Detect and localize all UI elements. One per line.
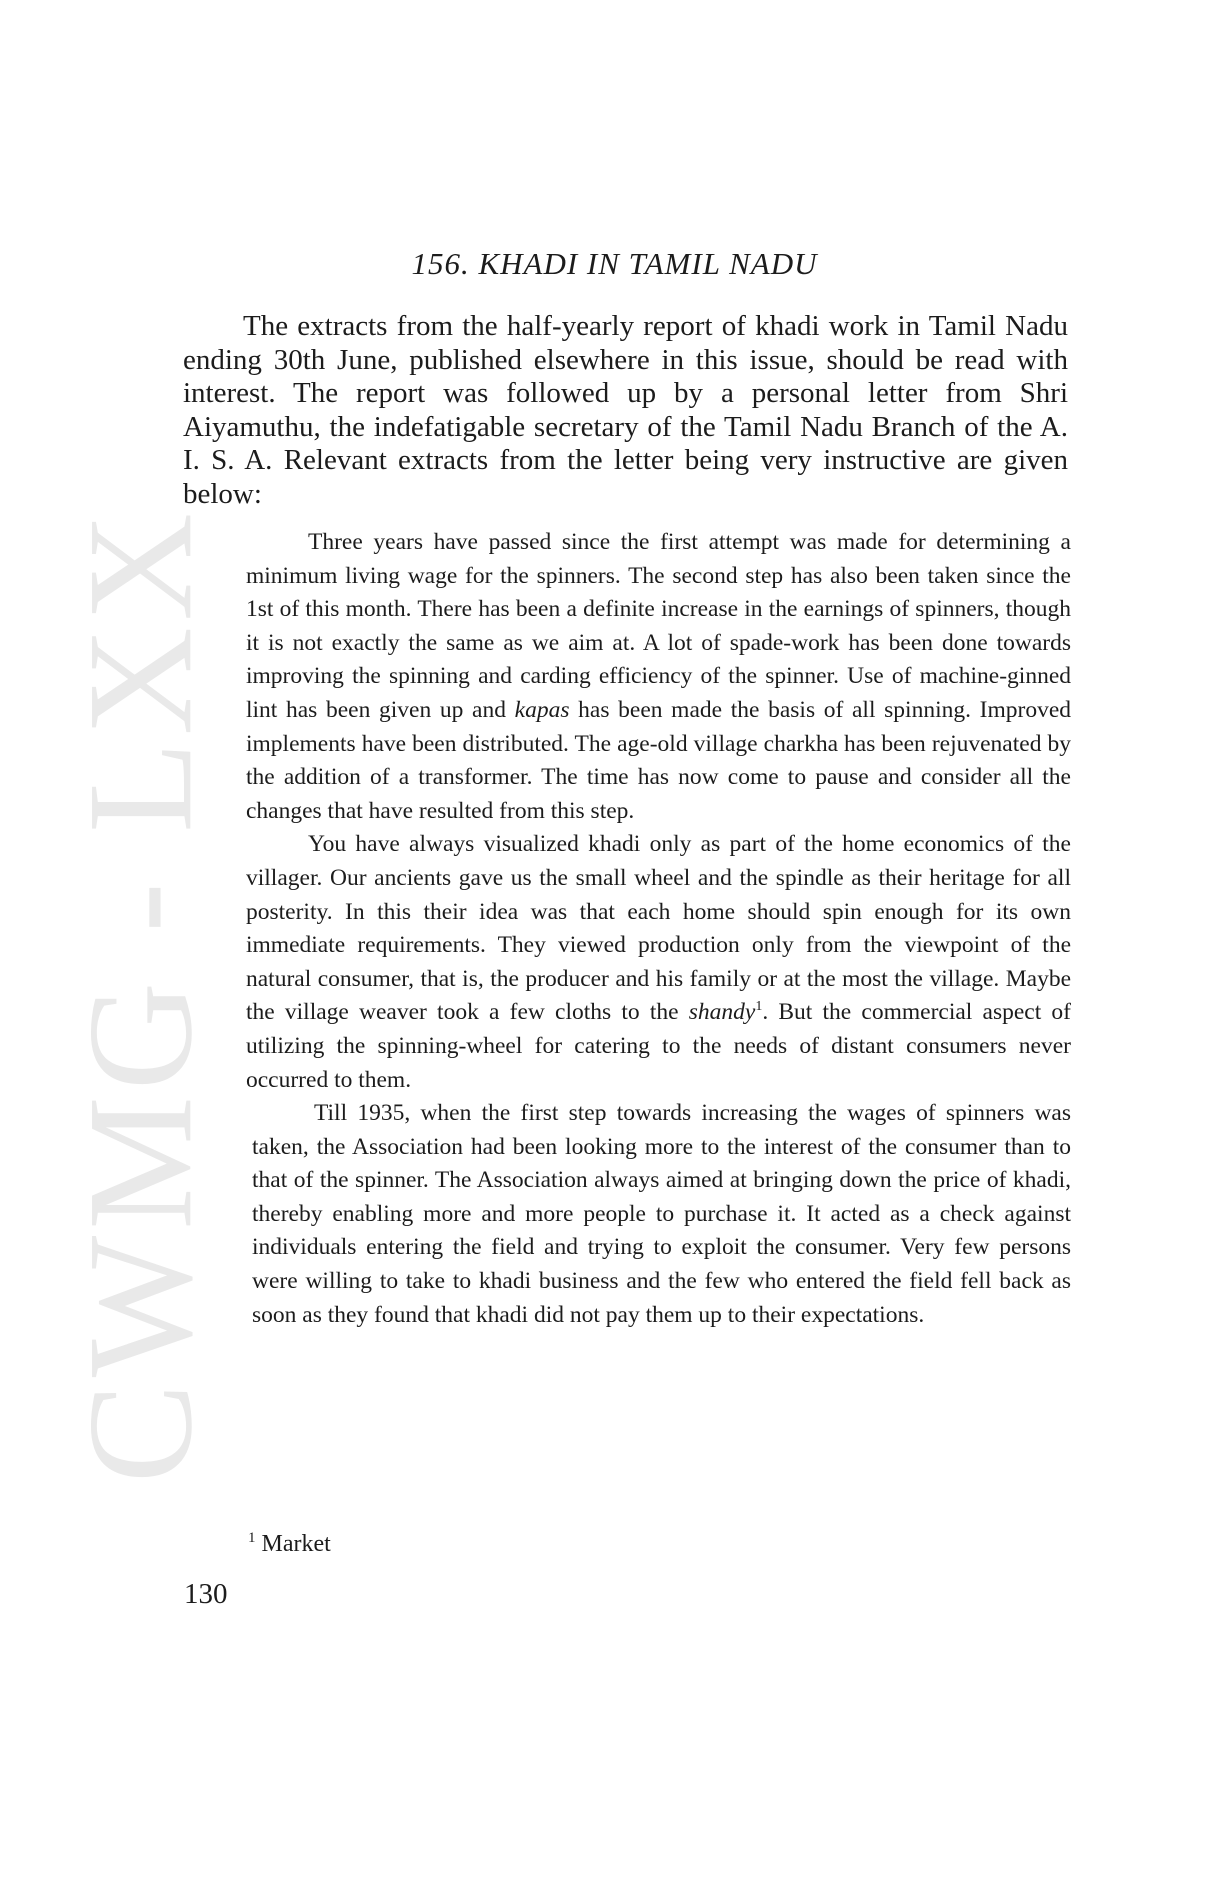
article-title-text: KHADI IN TAMIL NADU [478,246,818,281]
footnote-text: Market [261,1531,331,1557]
italic-term-shandy: shandy [688,999,756,1026]
extract-paragraph-3: Till 1935, when the first step towards increasing the wages of spinners was taken, the Association had been looking more to the interest of the consumer than to that of the spinner. The Association always aimed at bringing down the price of khadi, thereby enabling more and more people to purchase it. It acted as a check against individuals entering the field and trying to exploit the consumer. Very few persons were willing to take to khadi business and the few who entered the field fell back as soon as they found that khadi did not pay them up to their expectations. [252,1100,1071,1328]
extract-text: has been made the basis of all spinning. Improved implements have been distributed. The age-old village charkha has been rejuvenated by the addition of a transformer. The time has now come to pause and consider all the changes that have resulted from this step. [246,696,1071,824]
footnote-marker: 1 [248,1530,256,1546]
footnote [248,1530,331,1558]
footnote-reference: 1 [755,999,763,1015]
watermark [40,506,240,1484]
page-number: 130 [184,1578,228,1610]
extract-paragraph-1 [246,526,1071,828]
article-title [0,246,1229,282]
watermark-text: CWMG - LXX [57,506,223,1484]
extract-text: You have always visualized khadi only as part of the home economics of the villager. Our ancients gave us the small wheel and the spindle as their heritage for all posterity. In this their idea was that each home should spin enough for its own immediate requirements. They viewed production only from the viewpoint of the natural consumer, that is, the producer and his family or at the most the village. Maybe the village weaver took a few cloths to the [246,831,1071,1026]
italic-term-kapas: kapas [514,696,570,723]
extract-text: Three years have passed since the first attempt was made for determining a minimum living wage for the spinners. The second step has also been taken since the 1st of this month. There has been a definite increase in the earnings of spinners, though it is not exactly the same as we aim at. A lot of spade-work has been done towards improving the spinning and carding efficiency of the spinner. Use of machine-ginned lint has been given up and [246,529,1071,723]
article-number: 156. [411,246,470,281]
extract-paragraph-2 [246,828,1071,1097]
letter-extract [246,526,1071,1332]
extract-text: . But the commercial aspect of utilizing the spinning-wheel for catering to the needs of distant consumers never occurred to them. [246,999,1071,1093]
intro-paragraph: The extracts from the half-yearly report of khadi work in Tamil Nadu ending 30th June, published elsewhere in this issue, should be read with interest. The report was followed up by a personal letter from Shri Aiyamuthu, the indefatigable secretary of the Tamil Nadu Branch of the A. I. S. A. Relevant extracts from the letter being very instructive are given below: [183,310,1068,510]
